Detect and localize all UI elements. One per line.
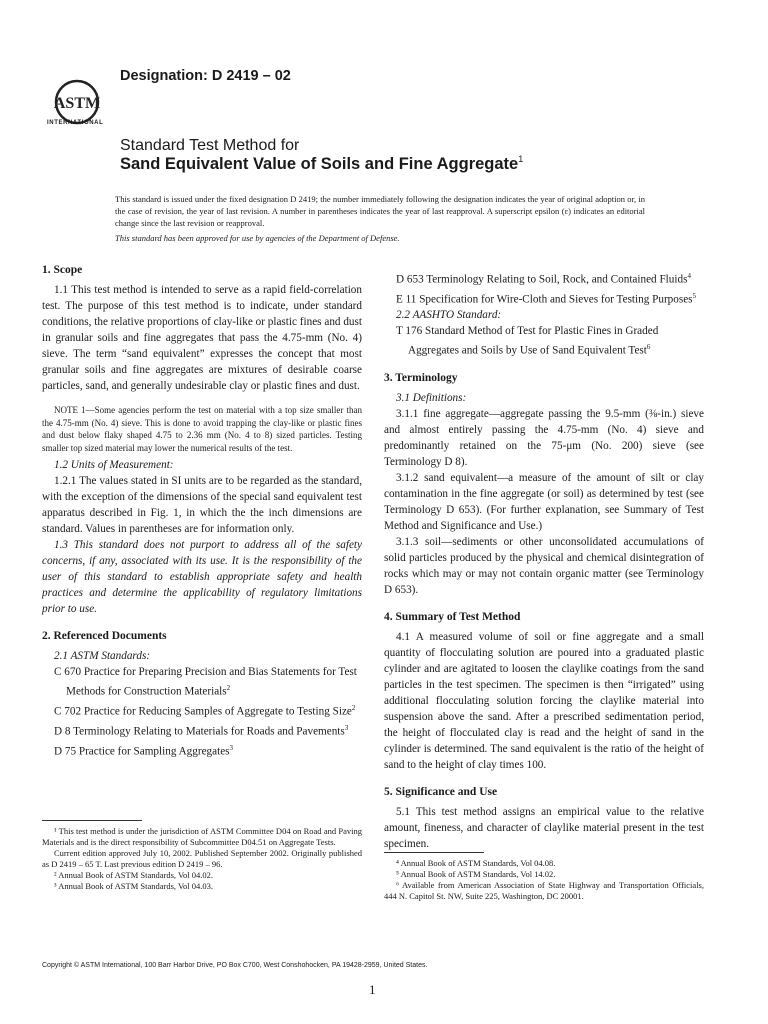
title-line-2 [120,154,523,174]
issuance-notice: This standard is issued under the fixed designation D 2419; the number immediately following the designation indicates the year of original adoption or, in the case of revision, the year of last revision. A number in parentheses indicates the year of last reapproval. A superscript epsilon (ε) indicates an editorial change since the last revision or reapproval. [115,194,645,228]
ref-e11 [384,288,704,308]
page-number: 1 [369,982,376,997]
ref-sup: 2 [226,684,231,693]
ref-d75 [42,740,362,760]
title-line-1: Standard Test Method for [120,137,300,154]
logo-subtitle: INTERNATIONAL [47,120,104,126]
footnote-5: ⁵ Annual Book of ASTM Standards, Vol 14.02. [396,869,556,879]
para-1-2: 1.2 Units of Measurement: [54,459,174,472]
para-5-1: 5.1 This test method assigns an empirical value to the relative amount, fineness, and character of claylike material present in the test specimen. [384,806,704,851]
ref-text: D 75 Practice for Sampling Aggregates [54,745,230,758]
ref-sup: 6 [646,343,651,352]
ref-sup: 3 [344,723,349,732]
para-3-1-2: 3.1.2 sand equivalent—a measure of the amount of silt or clay contamination in the fine aggregate (or soil) as determined by test (see Terminology D 653). (For further explanation, see Summary of Test Method and Significance and Use.) [384,472,704,533]
ref-t176 [384,323,704,359]
ref-d653 [384,268,704,288]
svg-text:ASTM: ASTM [53,95,101,112]
defense-approval: This standard has been approved for use by agencies of the Department of Defense. [115,233,400,243]
section-5-heading: 5. Significance and Use [384,786,498,799]
ref-text: D 653 Terminology Relating to Soil, Rock, and Contained Fluids [396,273,688,286]
para-3-1-3: 3.1.3 soil—sediments or other unconsolidated accumulations of solid particles produced by the physical and chemical disintegration of rocks which may or may not contain organic matter (see Terminology D 653). [384,536,704,597]
title-footnote-ref: 1 [518,154,524,164]
ref-c702 [42,700,362,720]
ref-text: E 11 Specification for Wire-Cloth and Sieves for Testing Purposes [396,293,693,306]
footnote-2: ² Annual Book of ASTM Standards, Vol 04.02. [54,870,214,880]
copyright: Copyright © ASTM International, 100 Barr Harbor Drive, PO Box C700, West Conshohocken, PA 19428-2959, United States. [42,962,428,969]
section-3-heading: 3. Terminology [384,372,458,385]
ref-text: C 670 Practice for Preparing Precision and Bias Statements for Test Methods for Construction Materials [54,666,357,699]
para-1-1: 1.1 This test method is intended to serve as a rapid field-correlation test. The purpose of this test method is to indicate, under standard conditions, the relative proportions of clay-like or plastic fines and dust in granular soils and fine aggregates that pass the 4.75-mm (No. 4) sieve. The term “sand equivalent” expresses the concept that most granular soils and fine aggregates are mixtures of desirable coarse particles, sand, and generally undesirable clay or plastic fines and dust. [42,284,362,392]
para-4-1: 4.1 A measured volume of soil or fine aggregate and a small quantity of flocculating solution are poured into a graduated plastic cylinder and are agitated to loosen the claylike coatings from the sand particles in the test specimen. The specimen is then “irrigated” using additional flocculating solution forcing the claylike material into suspension above the sand. After a prescribed sedimentation period, the height of flocculated clay is read and the height of sand in the cylinder is determined. The sand equivalent is the ratio of the height of sand to the height of clay times 100. [384,631,704,772]
ref-sup: 2 [351,704,356,713]
para-2-2: 2.2 AASHTO Standard: [396,309,502,322]
title-text: Sand Equivalent Value of Soils and Fine Aggregate [120,155,519,173]
para-3-1: 3.1 Definitions: [396,392,467,405]
right-footnotes [384,858,704,902]
right-footnote-rule [384,852,484,853]
note-1: NOTE 1—Some agencies perform the test on material with a top size smaller than the 4.75-mm (No. 4) sieve. This is done to avoid trapping the clay-like or plastic fines and dust below flaky shaped 4.75 to 2.36 mm (No. 4 to 8) sized particles. Testing smaller top sized material may lower the numerical results of the test. [42,405,362,453]
section-2-heading: 2. Referenced Documents [42,630,167,643]
designation: Designation: D 2419 – 02 [120,68,291,84]
footnote-4: ⁴ Annual Book of ASTM Standards, Vol 04.08. [396,858,556,868]
section-4-heading: 4. Summary of Test Method [384,611,521,624]
ref-d8 [42,720,362,740]
para-3-1-1: 3.1.1 fine aggregate—aggregate passing the 9.5-mm (⅜-in.) sieve and almost entirely passing the 4.75-mm (No. 4) sieve and predominantly retained on the 75-μm (No. 200) sieve (see Terminology D 8). [384,408,704,469]
footnote-6: ⁶ Available from American Association of State Highway and Transportation Officials, 444 N. Capitol St. NW, Suite 225, Washington, DC 20001. [384,880,704,901]
ref-c670 [42,664,362,700]
para-1-2-1: 1.2.1 The values stated in SI units are to be regarded as the standard, with the exception of the dimensions of the special sand equivalent test apparatus described in Fig. 1, in which the the inch dimensions are standard. Values in parentheses are for information only. [42,475,362,536]
para-1-3: 1.3 This standard does not purport to address all of the safety concerns, if any, associated with its use. It is the responsibility of the user of this standard to establish appropriate safety and health practices and determine the applicability of regulatory limitations prior to use. [42,539,362,616]
left-footnotes [42,826,362,892]
footnote-3: ³ Annual Book of ASTM Standards, Vol 04.03. [54,881,214,891]
left-footnote-rule [42,820,142,821]
ref-sup: 5 [692,291,697,300]
footnote-1: ¹ This test method is under the jurisdiction of ASTM Committee D04 on Road and Paving Materials and is the direct responsibility of Subcommittee D04.51 on Aggregate Tests. [42,826,362,847]
right-column [384,268,704,852]
section-1-heading: 1. Scope [42,264,83,276]
ref-sup: 3 [229,743,234,752]
ref-text: C 702 Practice for Reducing Samples of Aggregate to Testing Size [54,705,352,718]
para-2-1: 2.1 ASTM Standards: [54,650,151,663]
ref-sup: 4 [687,272,691,280]
footnote-1-edition: Current edition approved July 10, 2002. Published September 2002. Originally published as D 2419 – 65 T. Last previous edition D 2419 – 96. [42,848,362,869]
left-column [42,262,362,759]
ref-text: D 8 Terminology Relating to Materials for Roads and Pavements [54,725,345,738]
ref-text: T 176 Standard Method of Test for Plastic Fines in Graded Aggregates and Soils by Use of Sand Equivalent Test [396,325,659,358]
